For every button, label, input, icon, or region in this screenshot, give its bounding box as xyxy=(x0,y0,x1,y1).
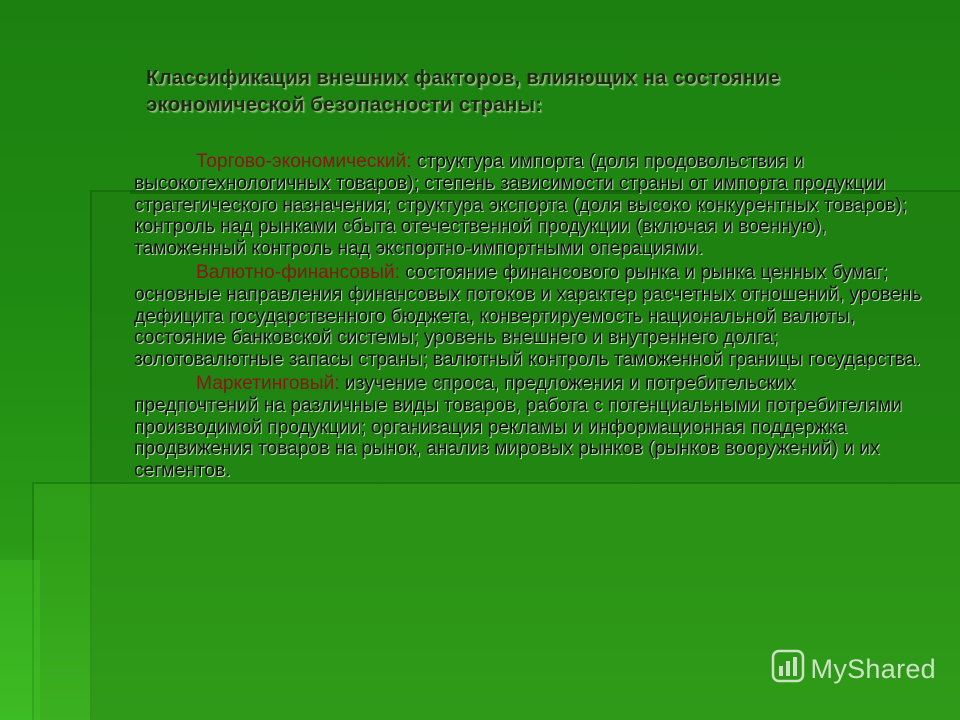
factor-term: Торгово-экономический: xyxy=(196,151,412,172)
factor-paragraph xyxy=(134,151,924,260)
decorative-panel xyxy=(0,560,40,720)
factor-term: Маркетинговый: xyxy=(196,372,340,394)
factor-paragraph xyxy=(134,373,924,482)
factor-paragraph xyxy=(134,262,924,371)
watermark-text: MyShared xyxy=(810,654,936,684)
slide-title: Классификация внешних факторов, влияющих на состояние экономической безопасности страны: xyxy=(146,66,780,116)
factor-description: изучение спроса, предложения и потребительских предпочтений на различные виды товаров, работа с потенциальными потребителями производимой продукции; организация рекламы и информационная поддержка продвижения товаров на рынок, анализ мировых рынков (рынков вооружений) и их сегментов. xyxy=(134,372,902,482)
factor-description: состояние финансового рынка и рынка ценных бумаг; основные направления финансовых потоков и характер расчетных отношений, уровень дефицита государственного бюджета, конвертируемость национальной валюты, состояние банковской системы; уровень внешнего и внутреннего долга; золотовалютные запасы страны; валютный контроль таможенной границы государства. xyxy=(134,261,922,371)
factor-term: Валютно-финансовый: xyxy=(196,261,400,283)
myshared-logo-icon xyxy=(771,649,805,690)
factor-description: структура импорта (доля продовольствия и высокотехнологичных товаров); степень зависимости страны от импорта продукции стратегического назначения; структура экспорта (доля высоко конкурентных товаров); контроль над рынками сбыта отечественной продукции (включая и военную), таможенный контроль над экспортно-импортными операциями. xyxy=(134,151,907,260)
slide-body xyxy=(134,151,924,484)
myshared-watermark[interactable] xyxy=(771,649,936,690)
